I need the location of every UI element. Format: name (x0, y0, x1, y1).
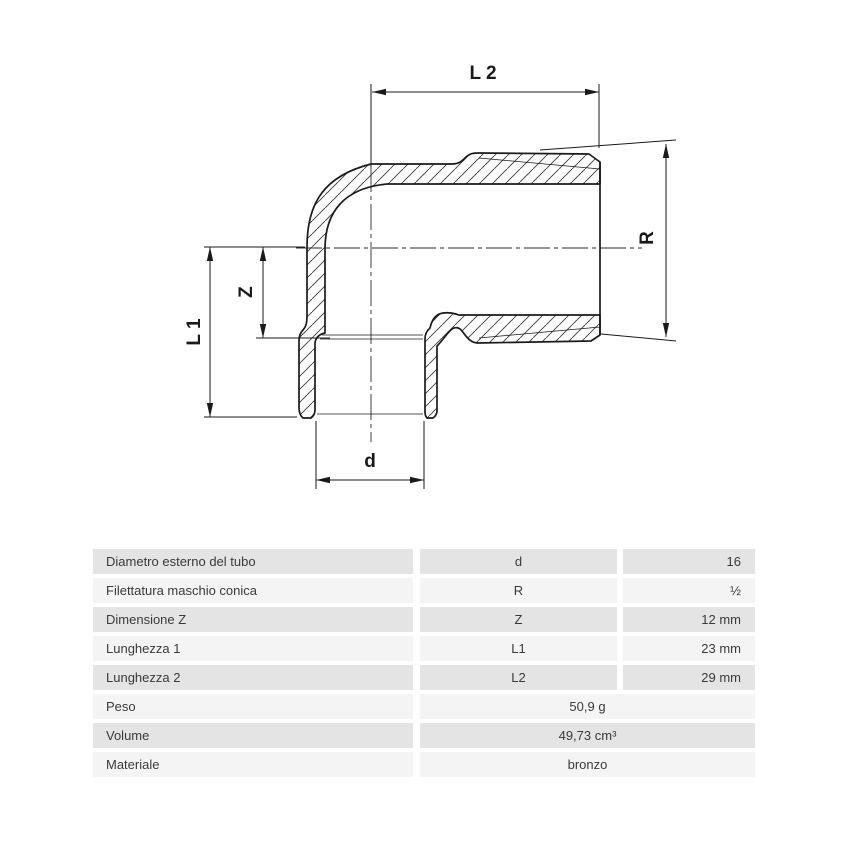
arrow-l1-bottom (207, 403, 213, 417)
spec-row (93, 752, 755, 777)
spec-symbol: R (420, 578, 617, 603)
ext-r-top (540, 140, 676, 150)
spec-symbol: L2 (420, 665, 617, 690)
spec-symbol: Z (420, 607, 617, 632)
extension-lines (204, 84, 676, 489)
spec-value-merged: bronzo (420, 752, 755, 777)
spec-label: Filettatura maschio conica (93, 578, 413, 603)
spec-row (93, 665, 755, 690)
centerlines (296, 166, 642, 442)
spec-row (93, 694, 755, 719)
spec-symbol: d (420, 549, 617, 574)
spec-label: Lunghezza 1 (93, 636, 413, 661)
spec-label: Dimensione Z (93, 607, 413, 632)
ext-r-bottom (601, 334, 676, 341)
arrow-l1-top (207, 247, 213, 261)
spec-label: Materiale (93, 752, 413, 777)
spec-value: ½ (623, 578, 755, 603)
spec-row (93, 636, 755, 661)
arrow-d-right (410, 477, 424, 483)
dimension-labels (184, 63, 658, 472)
spec-table (93, 549, 755, 781)
spec-value: 12 mm (623, 607, 755, 632)
spec-symbol: L1 (420, 636, 617, 661)
label-l2: L 2 (469, 63, 497, 84)
spec-value: 29 mm (623, 665, 755, 690)
spec-value: 23 mm (623, 636, 755, 661)
spec-value: 16 (623, 549, 755, 574)
spec-row (93, 607, 755, 632)
elbow-lower-wall (425, 313, 600, 418)
fitting-body (299, 153, 600, 418)
arrow-r-bottom (663, 323, 669, 337)
arrow-z-top (260, 247, 266, 261)
detail-lines (317, 158, 600, 414)
arrow-r-top (663, 144, 669, 158)
dimension-lines (210, 92, 666, 480)
label-z: Z (236, 286, 257, 298)
spec-value-merged: 50,9 g (420, 694, 755, 719)
arrow-l2-right (585, 89, 599, 95)
spec-value-merged: 49,73 cm³ (420, 723, 755, 748)
spec-label: Lunghezza 2 (93, 665, 413, 690)
label-r: R (637, 231, 658, 245)
spec-label: Diametro esterno del tubo (93, 549, 413, 574)
spec-label: Peso (93, 694, 413, 719)
label-d: d (364, 451, 376, 472)
label-l1: L 1 (184, 318, 205, 346)
elbow-upper-wall (299, 153, 600, 418)
arrow-z-bottom (260, 324, 266, 338)
spec-row (93, 723, 755, 748)
spec-row (93, 578, 755, 603)
arrow-l2-left (372, 89, 386, 95)
spec-row (93, 549, 755, 574)
spec-label: Volume (93, 723, 413, 748)
arrow-d-left (316, 477, 330, 483)
